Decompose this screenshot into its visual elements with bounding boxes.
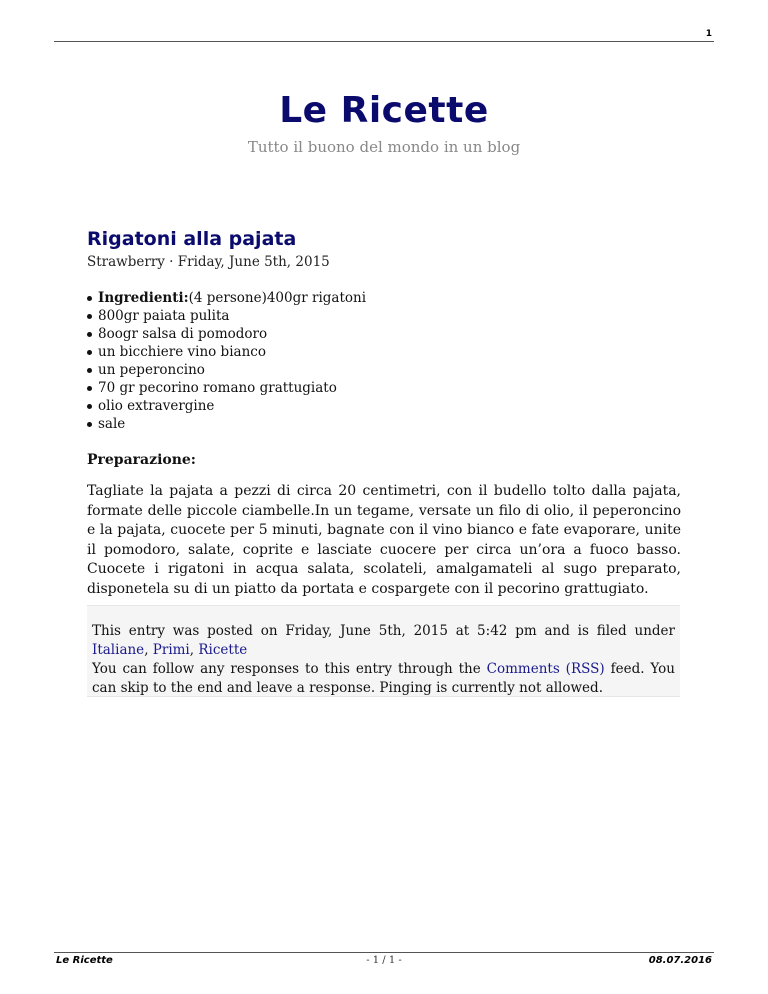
category-link-italiane[interactable]: Italiane	[92, 642, 145, 658]
footer-rule	[54, 952, 714, 953]
bullet-icon	[87, 332, 92, 337]
bullet-icon	[87, 314, 92, 319]
bullet-icon	[87, 350, 92, 355]
ingredient-text: 800gr paiata pulita	[98, 308, 230, 324]
bullet-icon	[87, 368, 92, 373]
bullet-icon	[87, 296, 92, 301]
ingredient-text: un peperoncino	[98, 362, 205, 378]
category-separator: ,	[144, 642, 153, 658]
ingredients-list	[87, 289, 366, 433]
ingredient-text: 70 gr pecorino romano grattugiato	[98, 380, 337, 396]
follow-text-after: feed. You can skip to the end and leave a response. Pinging is currently not allowed.	[92, 661, 675, 696]
preparation-heading: Preparazione:	[87, 452, 196, 468]
site-tagline: Tutto il buono del mondo in un blog	[247, 138, 521, 156]
category-link-ricette[interactable]: Ricette	[198, 642, 248, 658]
bullet-icon	[87, 422, 92, 427]
bullet-icon	[87, 386, 92, 391]
ingredient-text: 8oogr salsa di pomodoro	[98, 326, 268, 342]
entry-posted-text: This entry was posted on Friday, June 5th, 2015 at 5:42 pm and is filed under	[92, 623, 675, 639]
bullet-icon	[87, 404, 92, 409]
list-item	[87, 307, 366, 325]
page-number: 1	[705, 29, 712, 39]
footer-date: 08.07.2016	[648, 955, 712, 966]
list-item	[87, 325, 366, 343]
category-separator: ,	[189, 642, 199, 658]
ingredient-text: sale	[98, 416, 126, 432]
site-title: Le Ricette	[279, 90, 489, 131]
entry-info-box	[87, 605, 680, 697]
post-title: Rigatoni alla pajata	[87, 228, 297, 250]
list-item	[87, 379, 366, 397]
list-item	[87, 361, 366, 379]
category-link-primi[interactable]: Primi	[152, 642, 190, 658]
header-rule	[54, 41, 714, 42]
list-item	[87, 397, 366, 415]
ingredients-label: Ingredienti:	[98, 290, 189, 306]
list-item	[87, 343, 366, 361]
ingredient-text: olio extravergine	[98, 398, 215, 414]
preparation-text: Tagliate la pajata a pezzi di circa 20 centimetri, con il budello tolto dalla pajata, formate delle piccole ciambelle.In un tegame, versate un filo di olio, il peperoncino e la pajata, cuocete per 5 minuti, bagnate con il vino bianco e fate evaporare, unite il pomodoro, salate, coprite e lasciate cuocere per circa un’ora a fuoco basso. Cuocete i rigatoni in acqua salata, scolateli, amalgamateli al sugo preparato, disponetela su di un piatto da portata e cospargete con il pecorino grattugiato.	[87, 483, 681, 597]
list-item	[87, 415, 366, 433]
ingredient-text: un bicchiere vino bianco	[98, 344, 266, 360]
list-item	[87, 289, 366, 307]
follow-text: You can follow any responses to this entry through the	[92, 661, 487, 677]
comments-rss-link[interactable]: Comments (RSS)	[486, 661, 605, 677]
footer-site-name: Le Ricette	[56, 955, 113, 966]
post-meta: Strawberry · Friday, June 5th, 2015	[87, 254, 330, 270]
footer-page-indicator: - 1 / 1 -	[366, 955, 402, 966]
ingredients-first-item: (4 persone)400gr rigatoni	[188, 290, 367, 306]
